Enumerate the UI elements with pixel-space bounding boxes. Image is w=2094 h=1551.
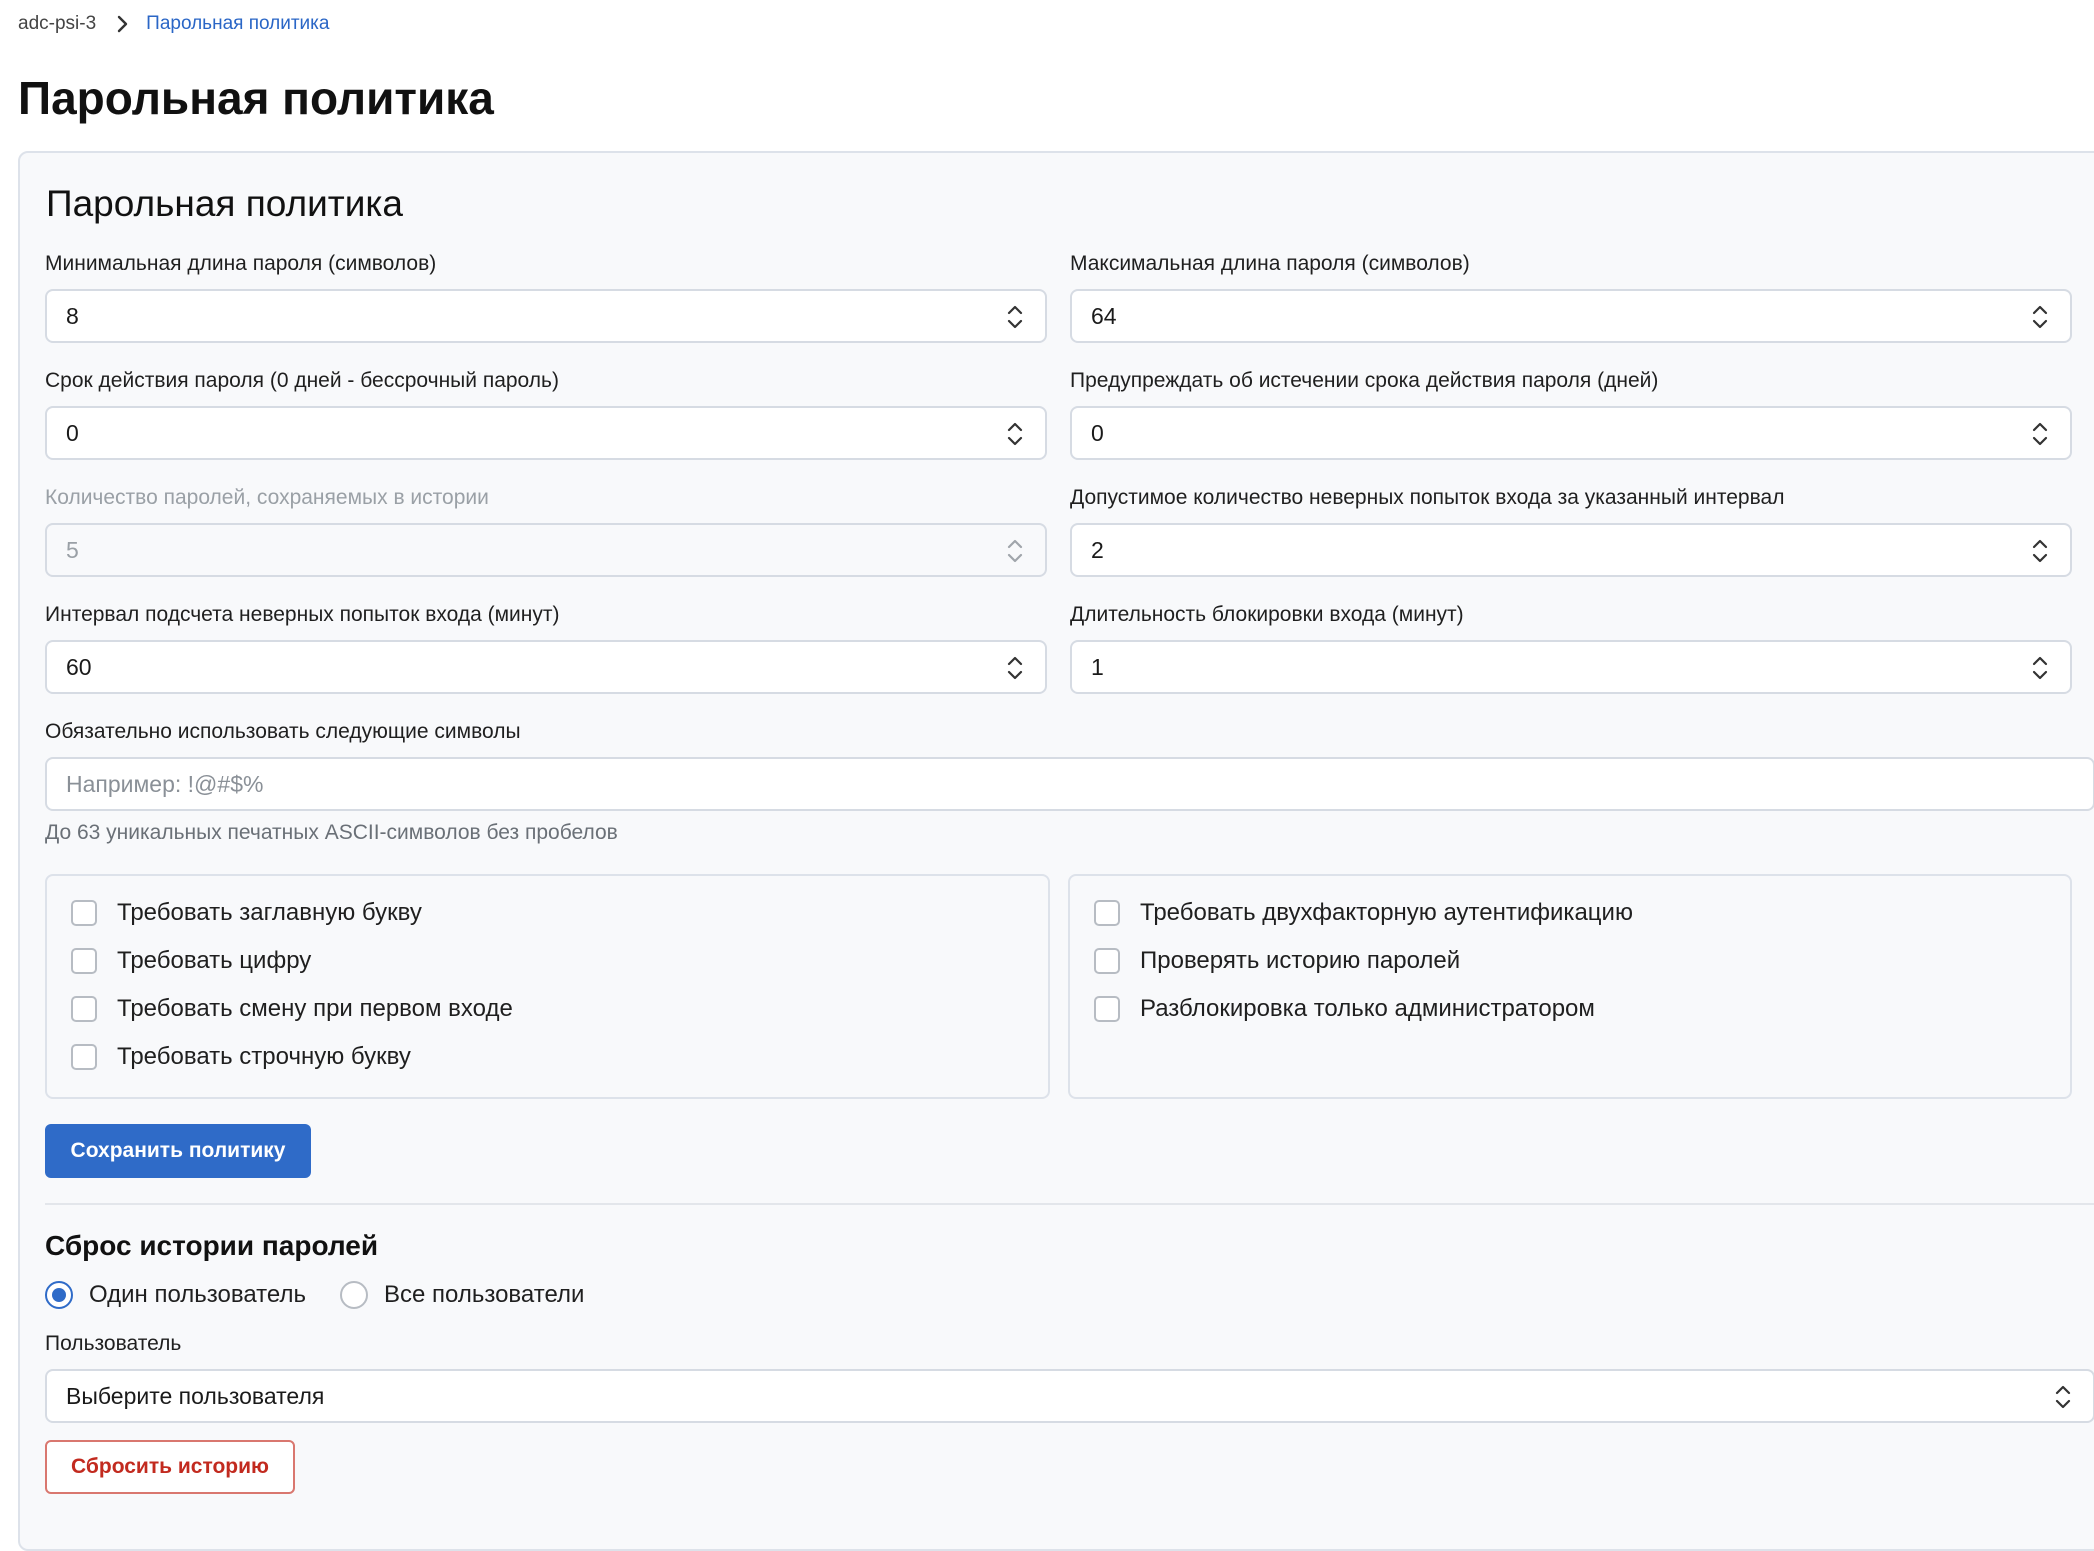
breadcrumb-root[interactable]: adc-psi-3 (18, 13, 97, 34)
max-attempts-input[interactable] (1070, 523, 2072, 577)
chevron-up-down-icon[interactable] (1005, 301, 1025, 333)
min-length-value: 8 (66, 302, 79, 329)
all-users-radio[interactable] (340, 1281, 368, 1309)
warn-expiry-value: 0 (1091, 419, 1104, 446)
expiry-label: Срок действия пароля (0 дней - бессрочный пароль) (45, 369, 559, 392)
user-select[interactable] (45, 1369, 2094, 1423)
required-symbols-input[interactable] (45, 757, 2094, 811)
max-attempts-label: Допустимое количество неверных попыток входа за указанный интервал (1070, 486, 1785, 509)
max-length-input[interactable] (1070, 289, 2072, 343)
uppercase-checkbox[interactable] (71, 900, 97, 926)
one-user-radio[interactable] (45, 1281, 73, 1309)
max-attempts-value: 2 (1091, 536, 1104, 563)
history-label: Проверять историю паролей (1140, 947, 1461, 974)
attempt-interval-value: 60 (66, 653, 92, 680)
attempt-interval-label: Интервал подсчета неверных попыток входа (минут) (45, 603, 560, 626)
max-length-value: 64 (1091, 302, 1117, 329)
one-user-label: Один пользователь (89, 1281, 306, 1308)
admin-unlock-label: Разблокировка только администратором (1140, 995, 1595, 1022)
chevron-up-down-icon[interactable] (2030, 652, 2050, 684)
chevron-up-down-icon[interactable] (2030, 535, 2050, 567)
check-history[interactable] (1094, 944, 1460, 978)
all-users-label: Все пользователи (384, 1281, 585, 1308)
history-count-label: Количество паролей, сохраняемых в истории (45, 486, 489, 509)
password-policy-card (18, 151, 2094, 1551)
min-length-label: Минимальная длина пароля (символов) (45, 252, 437, 275)
digit-label: Требовать цифру (117, 947, 312, 974)
warn-expiry-input[interactable] (1070, 406, 2072, 460)
check-lowercase[interactable] (71, 1040, 411, 1074)
section-divider (45, 1203, 2094, 1205)
chevron-up-down-icon (1005, 535, 1025, 567)
user-select-value: Выберите пользователя (66, 1383, 325, 1409)
save-policy-button[interactable]: Сохранить политику (45, 1124, 311, 1178)
chevron-up-down-icon[interactable] (1005, 418, 1025, 450)
check-digit[interactable] (71, 944, 311, 978)
2fa-label: Требовать двухфакторную аутентификацию (1140, 899, 1633, 926)
checkbox-group-right (1068, 874, 2072, 1099)
2fa-checkbox[interactable] (1094, 900, 1120, 926)
expiry-input[interactable] (45, 406, 1047, 460)
check-first-login-change[interactable] (71, 992, 513, 1026)
radio-all-users[interactable] (340, 1275, 584, 1315)
history-count-input (45, 523, 1047, 577)
lockout-duration-input[interactable] (1070, 640, 2072, 694)
history-count-value: 5 (66, 536, 79, 563)
lockout-duration-label: Длительность блокировки входа (минут) (1070, 603, 1464, 626)
card-title: Парольная политика (46, 183, 403, 224)
user-label: Пользователь (45, 1332, 182, 1355)
expiry-value: 0 (66, 419, 79, 446)
required-symbols-helper: До 63 уникальных печатных ASCII-символов без пробелов (45, 821, 618, 844)
reset-history-button[interactable]: Сбросить историю (45, 1440, 295, 1494)
breadcrumb-current[interactable]: Парольная политика (146, 13, 330, 34)
lowercase-label: Требовать строчную букву (117, 1043, 411, 1070)
required-symbols-placeholder: Например: !@#$% (66, 771, 264, 797)
check-2fa[interactable] (1094, 896, 1633, 930)
first-login-change-label: Требовать смену при первом входе (117, 995, 513, 1022)
required-symbols-label: Обязательно использовать следующие символы (45, 720, 521, 743)
chevron-up-down-icon (2053, 1381, 2073, 1413)
breadcrumb (18, 10, 329, 38)
chevron-up-down-icon[interactable] (2030, 418, 2050, 450)
warn-expiry-label: Предупреждать об истечении срока действия пароля (дней) (1070, 369, 1659, 392)
reset-history-title: Сброс истории паролей (45, 1230, 379, 1261)
lowercase-checkbox[interactable] (71, 1044, 97, 1070)
uppercase-label: Требовать заглавную букву (117, 899, 422, 926)
checkbox-group-left (45, 874, 1050, 1099)
admin-unlock-checkbox[interactable] (1094, 996, 1120, 1022)
max-length-label: Максимальная длина пароля (символов) (1070, 252, 1470, 275)
history-checkbox[interactable] (1094, 948, 1120, 974)
page-title: Парольная политика (18, 72, 494, 124)
digit-checkbox[interactable] (71, 948, 97, 974)
lockout-duration-value: 1 (1091, 653, 1104, 680)
min-length-input[interactable] (45, 289, 1047, 343)
chevron-right-icon (116, 15, 128, 33)
attempt-interval-input[interactable] (45, 640, 1047, 694)
check-admin-unlock[interactable] (1094, 992, 1595, 1026)
check-uppercase[interactable] (71, 896, 422, 930)
chevron-up-down-icon[interactable] (2030, 301, 2050, 333)
first-login-change-checkbox[interactable] (71, 996, 97, 1022)
radio-one-user[interactable] (45, 1275, 306, 1315)
chevron-up-down-icon[interactable] (1005, 652, 1025, 684)
